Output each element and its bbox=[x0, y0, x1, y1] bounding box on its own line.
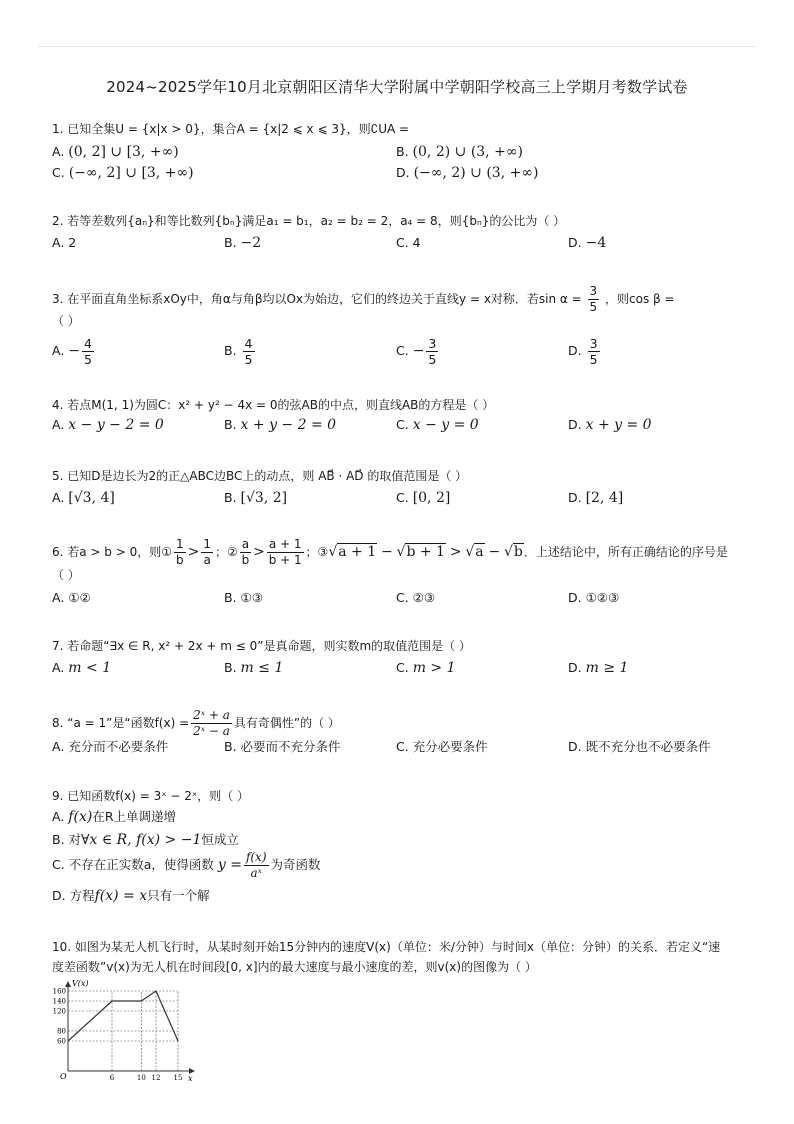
question-6-stem: 6. 若a > b > 0，则① $\frac{1}{b}$ > $\frac{1}{a}$ ；② $\frac{a}{b}$ > $\frac{a + 1}{b + 1}$ ；③√a + 1 − √b + 1 > √a − √b．上述结论中，所有正确结论的序号是 bbox=[52, 537, 728, 567]
y-tick-label: 160 bbox=[52, 987, 66, 996]
q8-function-fraction: $\frac{\text{2ˣ + a}}{\text{2ˣ − a}}$ bbox=[193, 708, 230, 738]
q1-option-d[interactable]: D. (−∞, 2) ∪ (3, +∞) bbox=[396, 165, 539, 181]
q6-option-d[interactable]: D. ①②③ bbox=[568, 590, 620, 605]
x-tick-label: 15 bbox=[173, 1074, 183, 1082]
q4-option-d[interactable]: D. x + y = 0 bbox=[568, 417, 652, 433]
q4-option-c[interactable]: C. x − y = 0 bbox=[396, 417, 479, 433]
question-8-stem: 8. “a = 1”是“函数f(x) = $\frac{\text{2ˣ + a}}{\text{2ˣ − a}}$ 具有奇偶性”的（ ） bbox=[52, 708, 340, 738]
q3-option-c[interactable]: C. − $\frac{3}{5}$ bbox=[396, 336, 437, 367]
q7-option-b[interactable]: B. m ≤ 1 bbox=[224, 660, 284, 676]
question-10-stem-line-2: 度差函数”v(x)为无人机在时间段[0, x]内的最大速度与最小速度的差，则v(x)的图像为（ ） bbox=[52, 960, 537, 974]
q6-option-b[interactable]: B. ①③ bbox=[224, 590, 263, 605]
page-title: 2024~2025学年10月北京朝阳区清华大学附属中学朝阳学校高三上学期月考数学试卷 bbox=[106, 78, 688, 96]
q7-option-d[interactable]: D. m ≥ 1 bbox=[568, 660, 629, 676]
y-tick-label: 80 bbox=[57, 1027, 66, 1036]
question-1-stem: 1. 已知全集U = {x|x > 0}，集合A = {x|2 ⩽ x ⩽ 3}，则∁UA = bbox=[52, 122, 410, 136]
question-6-paren: （ ） bbox=[52, 568, 80, 582]
question-2-stem: 2. 若等差数列{aₙ}和等比数列{bₙ}满足a₁ = b₁，a₂ = b₂ = 2，a₄ = 8，则{bₙ}的公比为（ ） bbox=[52, 214, 566, 228]
x-tick-label: 12 bbox=[151, 1074, 161, 1082]
y-tick-label: 120 bbox=[52, 1007, 66, 1016]
q3-option-a[interactable]: A. − $\frac{4}{5}$ bbox=[52, 336, 92, 367]
question-5-stem: 5. 已知D是边长为2的正△ABC边BC上的动点，则 AB⃗ · AD⃗ 的取值范围是（ ） bbox=[52, 469, 468, 483]
question-7-stem: 7. 若命题“∃x ∈ R, x² + 2x + m ≤ 0”是真命题，则实数m的取值范围是（ ） bbox=[52, 639, 471, 653]
question-10-stem-line-1: 10. 如图为某无人机飞行时，从某时刻开始15分钟内的速度V(x)（单位：米/分钟）与时间x（单位：分钟）的关系．若定义“速 bbox=[52, 940, 721, 954]
q9-option-c[interactable]: C. 不存在正实数a，使得函数 y = $\frac{f(x)}{\text{aˣ}}$ 为奇函数 bbox=[52, 850, 321, 880]
q1-option-a[interactable]: A. (0, 2] ∪ [3, +∞) bbox=[52, 144, 179, 160]
q9-option-b[interactable]: B. 对∀x ∈ R, f(x) > −1恒成立 bbox=[52, 832, 239, 848]
origin-label: O bbox=[60, 1072, 67, 1081]
q2-option-b[interactable]: B. −2 bbox=[224, 235, 262, 251]
q8-option-b[interactable]: B. 必要而不充分条件 bbox=[224, 739, 341, 754]
q2-option-c[interactable]: C. 4 bbox=[396, 235, 421, 250]
x-tick-label: 10 bbox=[136, 1074, 146, 1082]
x-tick-label: 6 bbox=[109, 1074, 115, 1082]
velocity-line bbox=[68, 991, 178, 1041]
q4-option-b[interactable]: B. x + y − 2 = 0 bbox=[224, 417, 337, 433]
top-divider bbox=[38, 46, 756, 47]
q1-option-c[interactable]: C. (−∞, 2] ∪ [3, +∞) bbox=[52, 165, 194, 181]
q5-option-d[interactable]: D. [2, 4] bbox=[568, 490, 624, 506]
q7-option-c[interactable]: C. m > 1 bbox=[396, 660, 456, 676]
q5-option-c[interactable]: C. [0, 2] bbox=[396, 490, 451, 506]
q8-option-d[interactable]: D. 既不充分也不必要条件 bbox=[568, 739, 711, 754]
q3-option-d[interactable]: D. $\frac{3}{5}$ bbox=[568, 336, 598, 367]
question-3-paren: （ ） bbox=[52, 314, 80, 328]
question-3-stem: 3. 在平面直角坐标系xOy中，角α与角β均以Ox为始边，它们的终边关于直线y = x对称．若sin α = $\frac{3}{5}$ ，则cos β = bbox=[52, 284, 675, 314]
q7-option-a[interactable]: A. m < 1 bbox=[52, 660, 112, 676]
velocity-chart bbox=[52, 978, 202, 1082]
q2-option-d[interactable]: D. −4 bbox=[568, 235, 607, 251]
q9-option-d[interactable]: D. 方程f(x) = x只有一个解 bbox=[52, 888, 210, 904]
y-tick-label: 60 bbox=[57, 1037, 66, 1046]
q8-option-c[interactable]: C. 充分必要条件 bbox=[396, 739, 488, 754]
q9-option-a[interactable]: A. f(x)在R上单调递增 bbox=[52, 809, 176, 825]
q4-option-a[interactable]: A. x − y − 2 = 0 bbox=[52, 417, 164, 433]
question-9-stem: 9. 已知函数f(x) = 3ˣ − 2ˣ，则（ ） bbox=[52, 789, 250, 803]
y-tick-label: 140 bbox=[52, 997, 66, 1006]
y-axis-label: V(x) bbox=[72, 979, 89, 988]
q2-option-a[interactable]: A. 2 bbox=[52, 235, 77, 250]
q6-option-c[interactable]: C. ②③ bbox=[396, 590, 436, 605]
q6-option-a[interactable]: A. ①② bbox=[52, 590, 91, 605]
q5-option-b[interactable]: B. [√3, 2] bbox=[224, 490, 288, 506]
question-4-stem: 4. 若点M(1, 1)为圆C：x² + y² − 4x = 0的弦AB的中点，则直线AB的方程是（ ） bbox=[52, 398, 495, 412]
x-axis-label: x bbox=[188, 1074, 193, 1082]
q8-option-a[interactable]: A. 充分而不必要条件 bbox=[52, 739, 169, 754]
q3-stem-fraction: $\frac{3}{5}$ bbox=[589, 284, 598, 314]
q1-option-b[interactable]: B. (0, 2) ∪ (3, +∞) bbox=[396, 144, 523, 160]
q3-option-b[interactable]: B. $\frac{4}{5}$ bbox=[224, 336, 253, 367]
q5-option-a[interactable]: A. [√3, 4] bbox=[52, 490, 115, 506]
